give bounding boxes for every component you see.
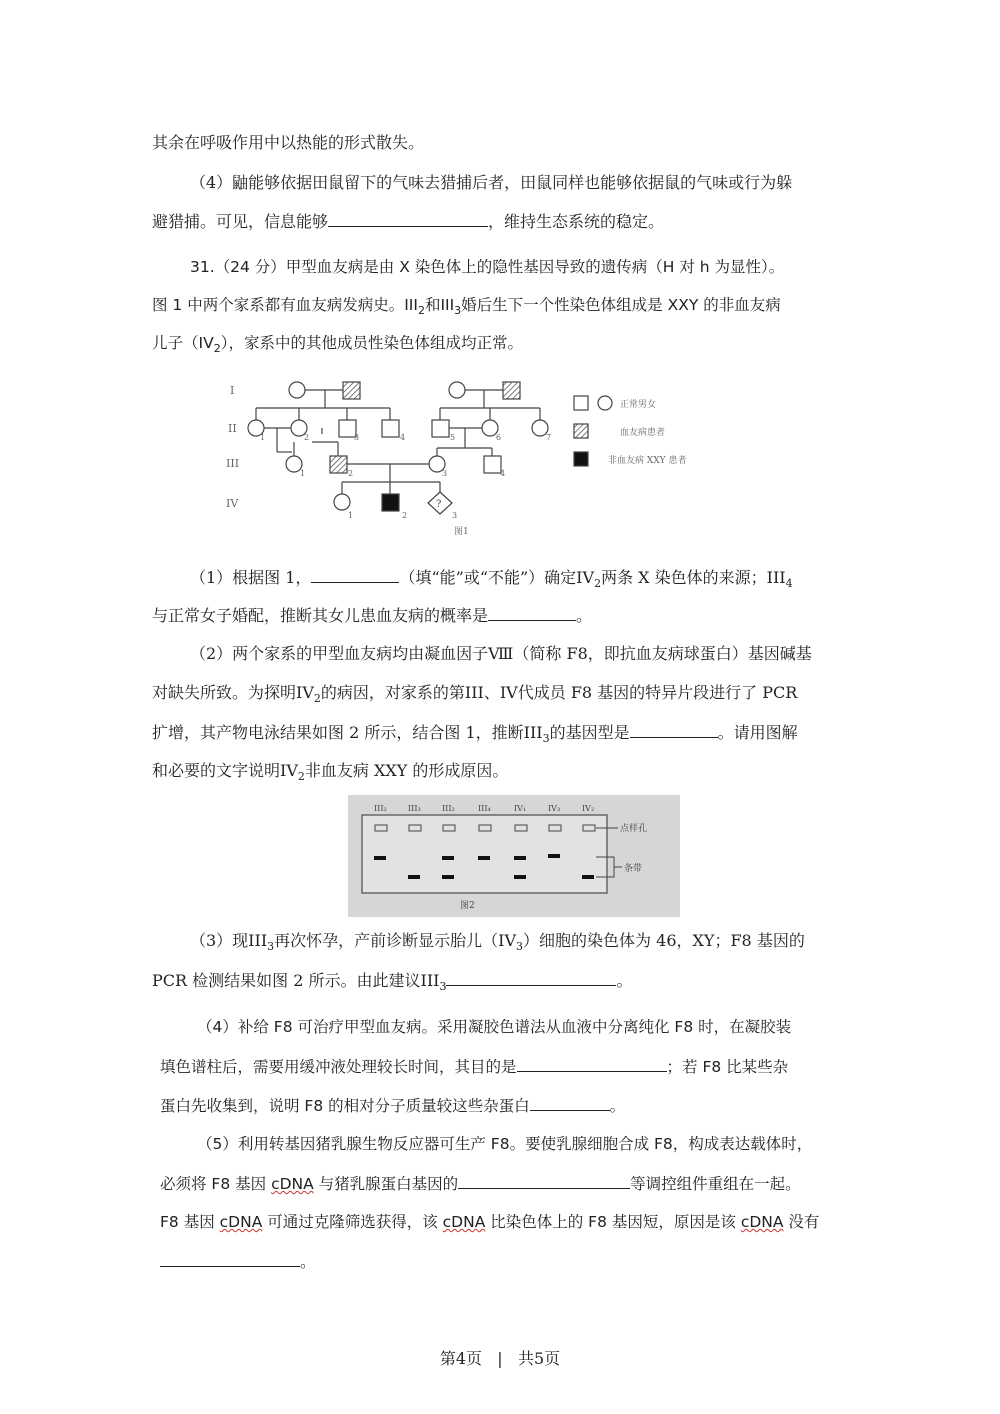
answer-blank[interactable] xyxy=(458,1172,630,1189)
lane-label: IV₃ xyxy=(548,804,561,813)
lane-label: IV₂ xyxy=(582,804,595,813)
paragraph-text: 与正常女子婚配，推断其女儿患血友病的概率是 xyxy=(152,606,489,625)
paragraph-text: 。 xyxy=(300,1253,316,1271)
subscript: 3 xyxy=(542,732,550,745)
text-line xyxy=(197,1016,1000,1038)
gen-label: III xyxy=(226,457,240,470)
text-line xyxy=(160,1094,1000,1117)
svg-text:?: ? xyxy=(436,499,442,510)
paragraph-text: ）细胞的染色体为 46，XY；F8 基因的 xyxy=(523,931,805,950)
text-line xyxy=(197,1133,1000,1155)
answer-blank[interactable] xyxy=(530,1094,610,1111)
paragraph-text: 蛋白先收集到，说明 F8 的相对分子质量较这些杂蛋白 xyxy=(160,1097,530,1115)
paragraph-text: 比染色体上的 F8 基因短，原因是该 xyxy=(485,1213,741,1231)
paragraph-text: 婚后生下一个性染色体组成是 XXY 的非血友病 xyxy=(461,296,781,314)
paragraph-text: 和III xyxy=(424,296,455,314)
paragraph-text: （4）鼬能够依据田鼠留下的气味去猎捕后者，田鼠同样也能够依据鼠的气味或行为躲 xyxy=(190,173,793,192)
svg-text:7: 7 xyxy=(546,433,552,442)
paragraph-text: 其余在呼吸作用中以热能的形式散失。 xyxy=(152,133,425,152)
question-31-title xyxy=(190,256,1000,278)
svg-text:3: 3 xyxy=(354,433,360,442)
subscript: 2 xyxy=(213,342,221,355)
gen-label: II xyxy=(228,422,237,435)
text-line xyxy=(160,1055,1000,1078)
svg-text:5: 5 xyxy=(450,433,456,442)
paragraph-text: 必须将 F8 基因 xyxy=(160,1175,272,1193)
subscript: 3 xyxy=(439,980,447,993)
paragraph-text: PCR 检测结果如图 2 所示。由此建议III xyxy=(152,971,440,990)
paragraph-text: ），家系中的其他成员性染色体组成均正常。 xyxy=(220,334,523,352)
electrophoresis-figure xyxy=(348,795,680,917)
svg-text:4: 4 xyxy=(400,433,406,442)
paragraph-text: 扩增，其产物电泳结果如图 2 所示，结合图 1，推断III xyxy=(152,723,543,742)
text-line xyxy=(190,930,1000,954)
subscript: 4 xyxy=(785,577,793,590)
paragraph-text: 没有 xyxy=(783,1213,820,1231)
pedigree-female xyxy=(289,382,305,398)
svg-text:4: 4 xyxy=(500,469,506,478)
paragraph-text: F8 基因 xyxy=(160,1213,220,1231)
svg-text:1: 1 xyxy=(260,433,266,442)
paragraph-text: 的基因型是 xyxy=(549,723,630,742)
page-number: 第4页 xyxy=(439,1349,483,1368)
answer-blank[interactable] xyxy=(311,566,399,583)
text-line xyxy=(160,1250,1000,1273)
footer-separator: | xyxy=(497,1349,503,1368)
page-footer xyxy=(0,1346,1000,1369)
subscript: 2 xyxy=(417,304,425,317)
text-line xyxy=(190,643,1000,665)
paragraph-text: 图 1 中两个家系都有血友病发病史。III xyxy=(152,296,418,314)
lane-label: III₂ xyxy=(374,804,387,813)
answer-blank[interactable] xyxy=(517,1055,667,1072)
answer-blank[interactable] xyxy=(160,1250,300,1267)
paragraph-text: 。请用图解 xyxy=(717,723,798,742)
subscript: 2 xyxy=(313,692,321,705)
subscript: 3 xyxy=(454,304,462,317)
text-line xyxy=(190,172,1000,194)
legend-label: 血友病患者 xyxy=(620,428,666,438)
paragraph-text: 避猎捕。可见，信息能够 xyxy=(152,212,329,231)
svg-text:6: 6 xyxy=(496,433,502,442)
paragraph-text: 的病因，对家系的第III、IV代成员 F8 基因的特异片段进行了 PCR xyxy=(320,683,798,702)
paragraph-text: （2）两个家系的甲型血友病均由凝血因子Ⅷ（简称 F8，即抗血友病球蛋白）基因碱基 xyxy=(190,644,812,663)
legend-label: 正常男女 xyxy=(620,400,657,410)
subscript: 3 xyxy=(516,940,524,953)
paragraph-text: （填“能”或“不能”）确定IV xyxy=(399,568,595,587)
paragraph-text: cDNA xyxy=(271,1175,314,1193)
text-line xyxy=(152,682,1000,706)
text-line xyxy=(152,604,1000,627)
pedigree-xxy-male xyxy=(382,494,399,511)
paragraph-text: 非血友病 XXY 的形成原因。 xyxy=(304,761,509,780)
paragraph-text: 再次怀孕，产前诊断显示胎儿（IV xyxy=(274,931,517,950)
figure-caption: 图1 xyxy=(454,527,469,537)
legend-label: 非血友病 XXY 患者 xyxy=(608,456,687,466)
paragraph-text: cDNA xyxy=(740,1213,784,1231)
paragraph-text: 可通过克隆筛选获得，该 xyxy=(262,1213,443,1231)
gen-label: IV xyxy=(226,497,239,510)
paragraph-text: 31.（24 分）甲型血友病是由 X 染色体上的隐性基因导致的遗传病（H 对 h 为显性）。 xyxy=(190,258,785,276)
paragraph-text: 填色谱柱后，需要用缓冲液处理较长时间，其目的是 xyxy=(160,1058,517,1076)
svg-text:3: 3 xyxy=(452,511,458,520)
paragraph-text: 。 xyxy=(609,1097,626,1115)
paragraph-text: cDNA xyxy=(219,1213,263,1231)
paragraph-text: ；若 F8 比某些杂 xyxy=(666,1058,789,1076)
paragraph-text: （5）利用转基因猪乳腺生物反应器可生产 F8。要使乳腺细胞合成 F8，构成表达载体时， xyxy=(197,1135,813,1153)
svg-text:3: 3 xyxy=(442,469,448,478)
paragraph-text: 和必要的文字说明IV xyxy=(152,761,298,780)
svg-text:2: 2 xyxy=(348,469,354,478)
subscript: 2 xyxy=(594,577,602,590)
lane-label: III₃ xyxy=(408,804,421,813)
text-line xyxy=(152,132,1000,154)
answer-blank[interactable] xyxy=(630,721,718,738)
svg-text:1: 1 xyxy=(348,511,354,520)
paragraph-text: 等调控组件重组在一起。 xyxy=(630,1175,801,1193)
text-line xyxy=(160,1172,1000,1195)
page-total: 共5页 xyxy=(517,1349,561,1368)
answer-blank[interactable] xyxy=(488,604,576,621)
subscript: 3 xyxy=(267,940,275,953)
text-line xyxy=(152,969,1000,994)
answer-blank[interactable] xyxy=(328,210,488,227)
text-line xyxy=(152,294,1000,318)
paragraph-text: 与猪乳腺蛋白基因的 xyxy=(313,1175,459,1193)
pedigree-affected-male xyxy=(343,382,360,399)
text-line xyxy=(152,721,1000,746)
paragraph-text: 。 xyxy=(616,971,633,990)
paragraph-text: （1）根据图 1， xyxy=(190,568,312,587)
text-line xyxy=(152,210,1000,233)
text-line xyxy=(160,1211,1000,1233)
lane-label: IV₁ xyxy=(514,804,527,813)
pedigree-figure xyxy=(222,372,742,542)
svg-text:1: 1 xyxy=(300,469,306,478)
text-line xyxy=(152,332,1000,356)
text-line xyxy=(190,566,1000,591)
svg-text:2: 2 xyxy=(304,433,310,442)
svg-text:2: 2 xyxy=(402,511,408,520)
gen-label: I xyxy=(230,384,235,397)
well-label: 点样孔 xyxy=(620,824,648,834)
paragraph-text: （3）现III xyxy=(190,931,268,950)
paragraph-text: 儿子（IV xyxy=(152,334,214,352)
lane-label: III₂ xyxy=(442,804,455,813)
paragraph-text: 两条 X 染色体的来源；III xyxy=(601,568,786,587)
lane-label: III₄ xyxy=(478,804,491,813)
text-line xyxy=(152,760,1000,784)
paragraph-text: 。 xyxy=(576,606,593,625)
paragraph-text: （4）补给 F8 可治疗甲型血友病。采用凝胶色谱法从血液中分离纯化 F8 时，在凝胶装 xyxy=(197,1018,792,1036)
paragraph-text: ，维持生态系统的稳定。 xyxy=(488,212,665,231)
band-label: 条带 xyxy=(624,864,643,874)
subscript: 2 xyxy=(297,770,305,783)
paragraph-text: 对缺失所致。为探明IV xyxy=(152,683,314,702)
figure-caption: 图2 xyxy=(460,901,475,911)
paragraph-text: cDNA xyxy=(442,1213,486,1231)
answer-blank[interactable] xyxy=(446,969,616,986)
